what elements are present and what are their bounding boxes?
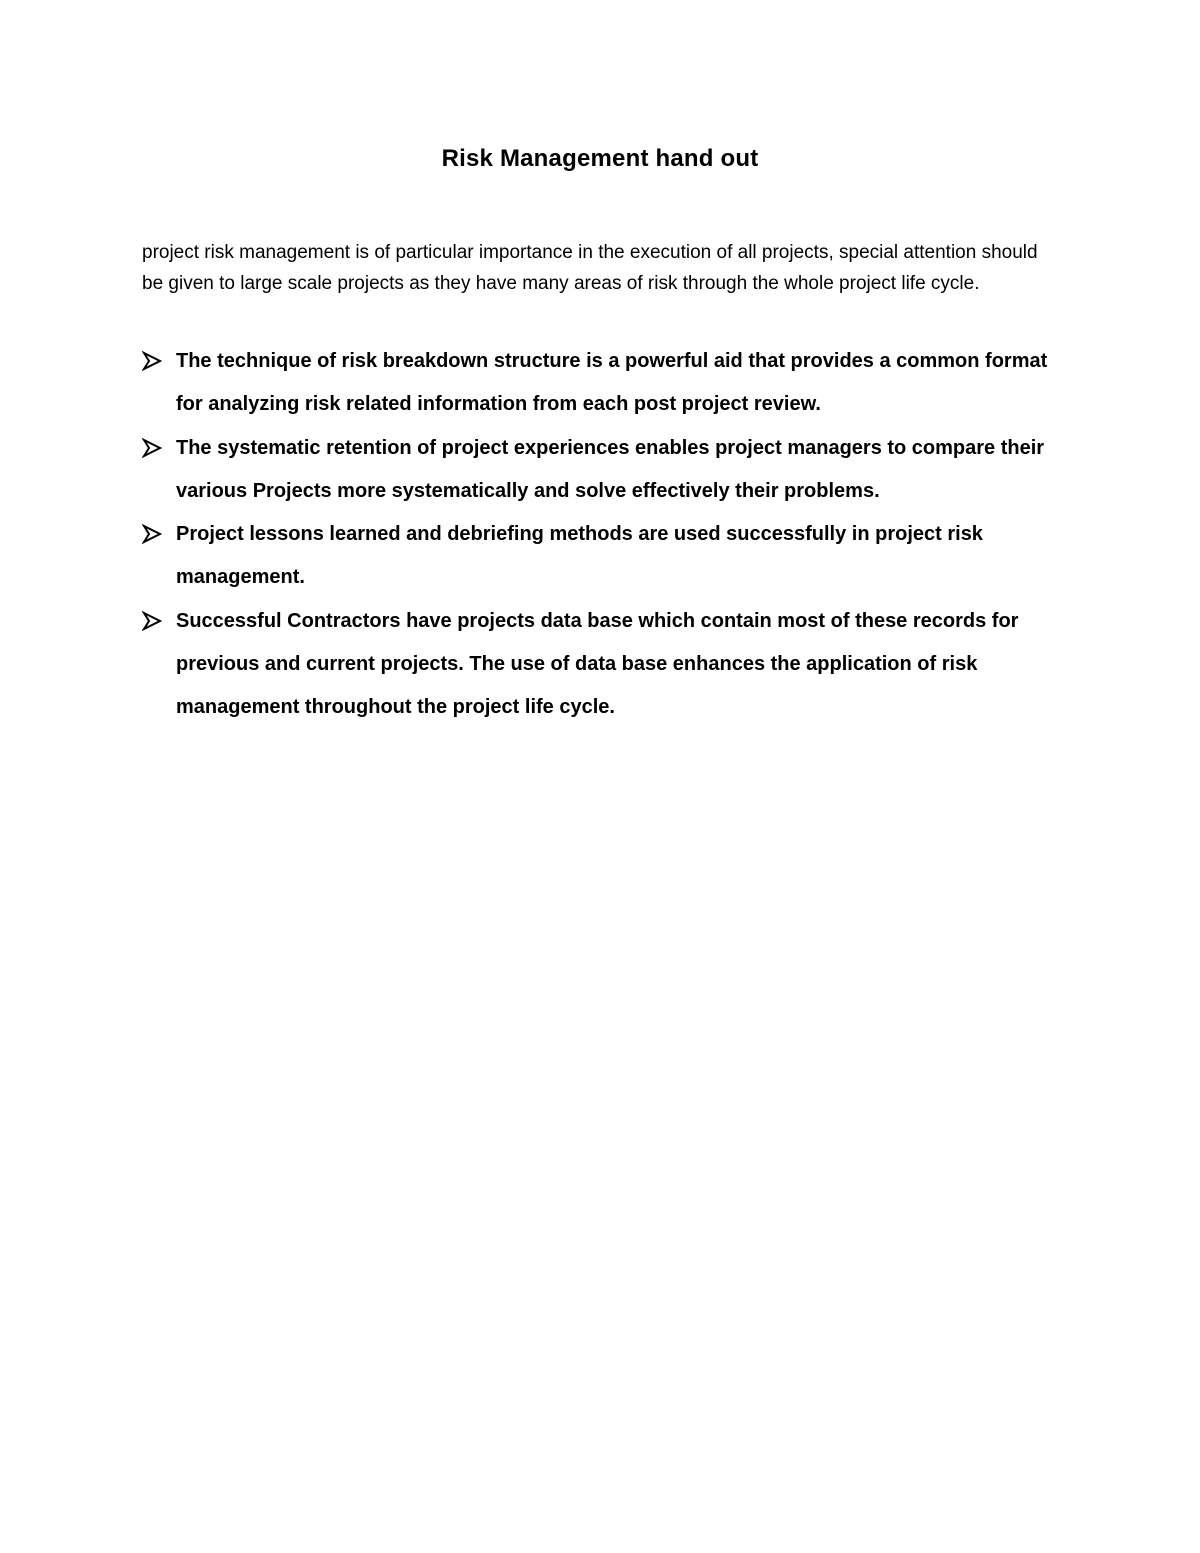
list-item xyxy=(142,427,1072,514)
intro-paragraph: project risk management is of particular importance in the execution of all projects, special attention should be given to large scale projects as they have many areas of risk through the whole project life cycle. xyxy=(142,242,1038,294)
bullet-text: The systematic retention of project experiences enables project managers to compare their various Projects more systematically and solve effectively their problems. xyxy=(176,436,1045,502)
arrowhead-bullet-icon xyxy=(142,611,162,631)
bullet-text: Successful Contractors have projects data base which contain most of these records for previous and current projects. The use of data base enhances the application of risk management throughout the project life cycle. xyxy=(176,609,1019,719)
document-title: Risk Management hand out xyxy=(441,145,759,172)
list-item xyxy=(142,600,1072,730)
list-item xyxy=(142,340,1072,427)
bullet-list xyxy=(142,340,1072,730)
arrowhead-bullet-icon xyxy=(142,438,162,458)
arrowhead-bullet-icon xyxy=(142,351,162,371)
bullet-text: Project lessons learned and debriefing methods are used successfully in project risk management. xyxy=(176,523,983,589)
list-item xyxy=(142,513,1072,600)
arrowhead-bullet-icon xyxy=(142,524,162,544)
bullet-text: The technique of risk breakdown structure is a powerful aid that provides a common format for analyzing risk related information from each post project review. xyxy=(176,350,1048,416)
